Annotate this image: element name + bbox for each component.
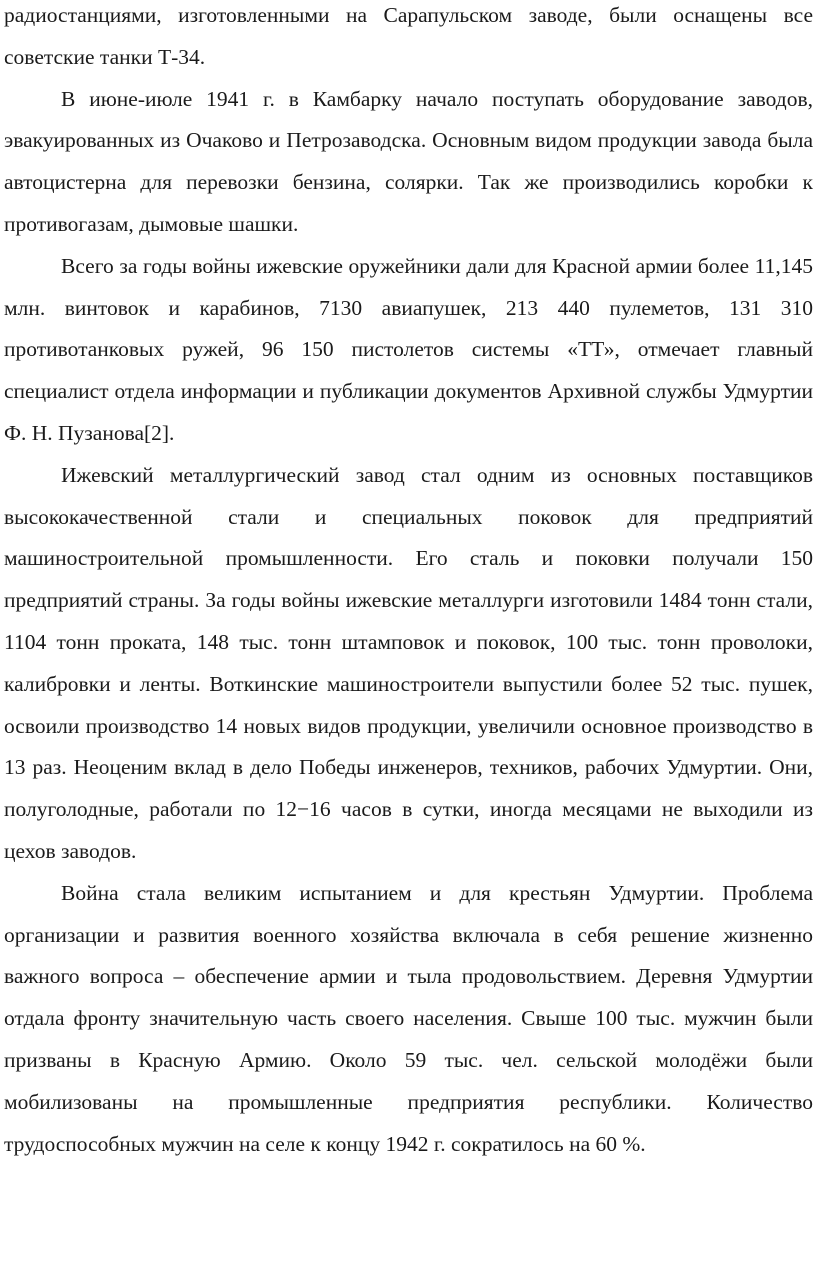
paragraph-1: радиостанциями, изготовленными на Сарапульском заводе, были оснащены все советские танки Т-34. xyxy=(4,3,813,69)
paragraph-5: Война стала великим испытанием и для крестьян Удмуртии. Проблема организации и развития военного хозяйства включала в себя решение жизненно важного вопроса – обеспечение армии и тыла продовольствием. Деревня Удмуртии отдала фронту значительную часть своего населения. Свыше 100 тыс. мужчин были призваны в Красную Армию. Около 59 тыс. чел. сельской молодёжи были мобилизованы на промышленные предприятия республики. Количество трудоспособных мужчин на селе к концу 1942 г. сократилось на 60 %. xyxy=(4,880,813,1156)
paragraph-4: Ижевский металлургический завод стал одним из основных поставщиков высококачественной стали и специальных поковок для предприятий машиностроительной промышленности. Его сталь и поковки получали 150 предприятий страны. За годы войны ижевские металлурги изготовили 1484 тонн стали, 1104 тонн проката, 148 тыс. тонн штамповок и поковок, 100 тыс. тонн проволоки, калибровки и ленты. Воткинские машиностроители выпустили более 52 тыс. пушек, освоили производство 14 новых видов продукции, увеличили основное производство в 13 раз. Неоценим вклад в дело Победы инженеров, техников, рабочих Удмуртии. Они, полуголодные, работали по 12−16 часов в сутки, иногда месяцами не выходили из цехов заводов. xyxy=(4,462,813,863)
paragraph-3: Всего за годы войны ижевские оружейники дали для Красной армии более 11,145 млн. винтовок и карабинов, 7130 авиапушек, 213 440 пулеметов, 131 310 противотанковых ружей, 96 150 пистолетов системы «ТТ», отмечает главный специалист отдела информации и публикации документов Архивной службы Удмуртии Ф. Н. Пузанова[2]. xyxy=(4,253,813,445)
paragraph-2: В июне-июле 1941 г. в Камбарку начало поступать оборудование заводов, эвакуированных из Очаково и Петрозаводска. Основным видом продукции завода была автоцистерна для перевозки бензина, солярки. Так же производились коробки к противогазам, дымовые шашки. xyxy=(4,86,813,236)
